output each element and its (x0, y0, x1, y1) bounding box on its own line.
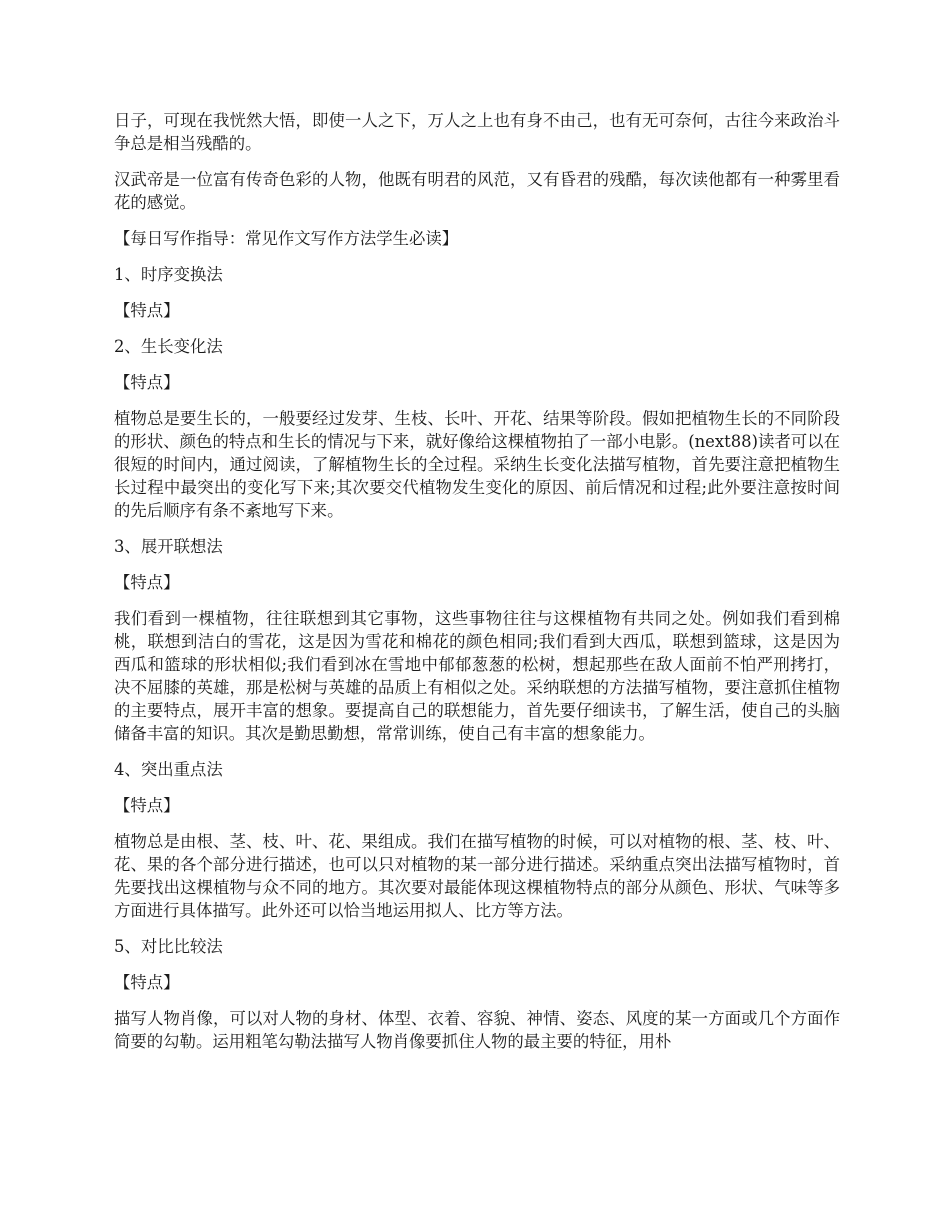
feature-label: 【特点】 (114, 573, 180, 592)
document-body (114, 109, 840, 1066)
method-title: 3、展开联想法 (114, 537, 223, 556)
paragraph: 植物总是由根、茎、枝、叶、花、果组成。我们在描写植物的时候，可以对植物的根、茎、枝、叶、花、果的各个部分进行描述，也可以只对植物的某一部分进行描述。采纳重点突出法描写植物时，首先要找出这棵植物与众不同的地方。其次要对最能体现这棵植物特点的部分从颜色、形状、气味等多方面进行具体描写。此外还可以恰当地运用拟人、比方等方法。 (114, 832, 840, 920)
section-heading: 【每日写作指导：常见作文写作方法学生必读】 (114, 229, 459, 248)
paragraph: 描写人物肖像，可以对人物的身材、体型、衣着、容貌、神情、姿态、风度的某一方面或几个方面作简要的勾勒。运用粗笔勾勒法描写人物肖像要抓住人物的最主要的特征，用朴 (114, 1009, 840, 1051)
feature-label: 【特点】 (114, 796, 180, 815)
feature-label: 【特点】 (114, 973, 180, 992)
paragraph: 我们看到一棵植物，往往联想到其它事物，这些事物往往与这棵植物有共同之处。例如我们看到棉桃，联想到洁白的雪花，这是因为雪花和棉花的颜色相同;我们看到大西瓜，联想到篮球，这是因为西瓜和篮球的形状相似;我们看到冰在雪地中郁郁葱葱的松树，想起那些在敌人面前不怕严刑拷打，决不屈膝的英雄，那是松树与英雄的品质上有相似之处。采纳联想的方法描写植物，要注意抓住植物的主要特点，展开丰富的想象。要提高自己的联想能力，首先要仔细读书，了解生活，使自己的头脑储备丰富的知识。其次是勤思勤想，常常训练，使自己有丰富的想象能力。 (114, 609, 840, 743)
paragraph: 植物总是要生长的，一般要经过发芽、生枝、长叶、开花、结果等阶段。假如把植物生长的不同阶段的形状、颜色的特点和生长的情况与下来，就好像给这棵植物拍了一部小电影。(next88)读者可以在很短的时间内，通过阅读，了解植物生长的全过程。采纳生长变化法描写植物，首先要注意把植物生长过程中最突出的变化写下来;其次要交代植物发生变化的原因、前后情况和过程;此外要注意按时间的先后顺序有条不紊地写下来。 (114, 409, 840, 520)
method-title: 1、时序变换法 (114, 265, 223, 284)
method-title: 2、生长变化法 (114, 337, 223, 356)
paragraph: 日子，可现在我恍然大悟，即使一人之下，万人之上也有身不由己，也有无可奈何，古往今来政治斗争总是相当残酷的。 (114, 111, 840, 153)
method-title: 4、突出重点法 (114, 760, 223, 779)
feature-label: 【特点】 (114, 373, 180, 392)
method-title: 5、对比比较法 (114, 937, 223, 956)
feature-label: 【特点】 (114, 301, 180, 320)
paragraph: 汉武帝是一位富有传奇色彩的人物，他既有明君的风范，又有昏君的残酷，每次读他都有一种雾里看花的感觉。 (114, 170, 840, 212)
